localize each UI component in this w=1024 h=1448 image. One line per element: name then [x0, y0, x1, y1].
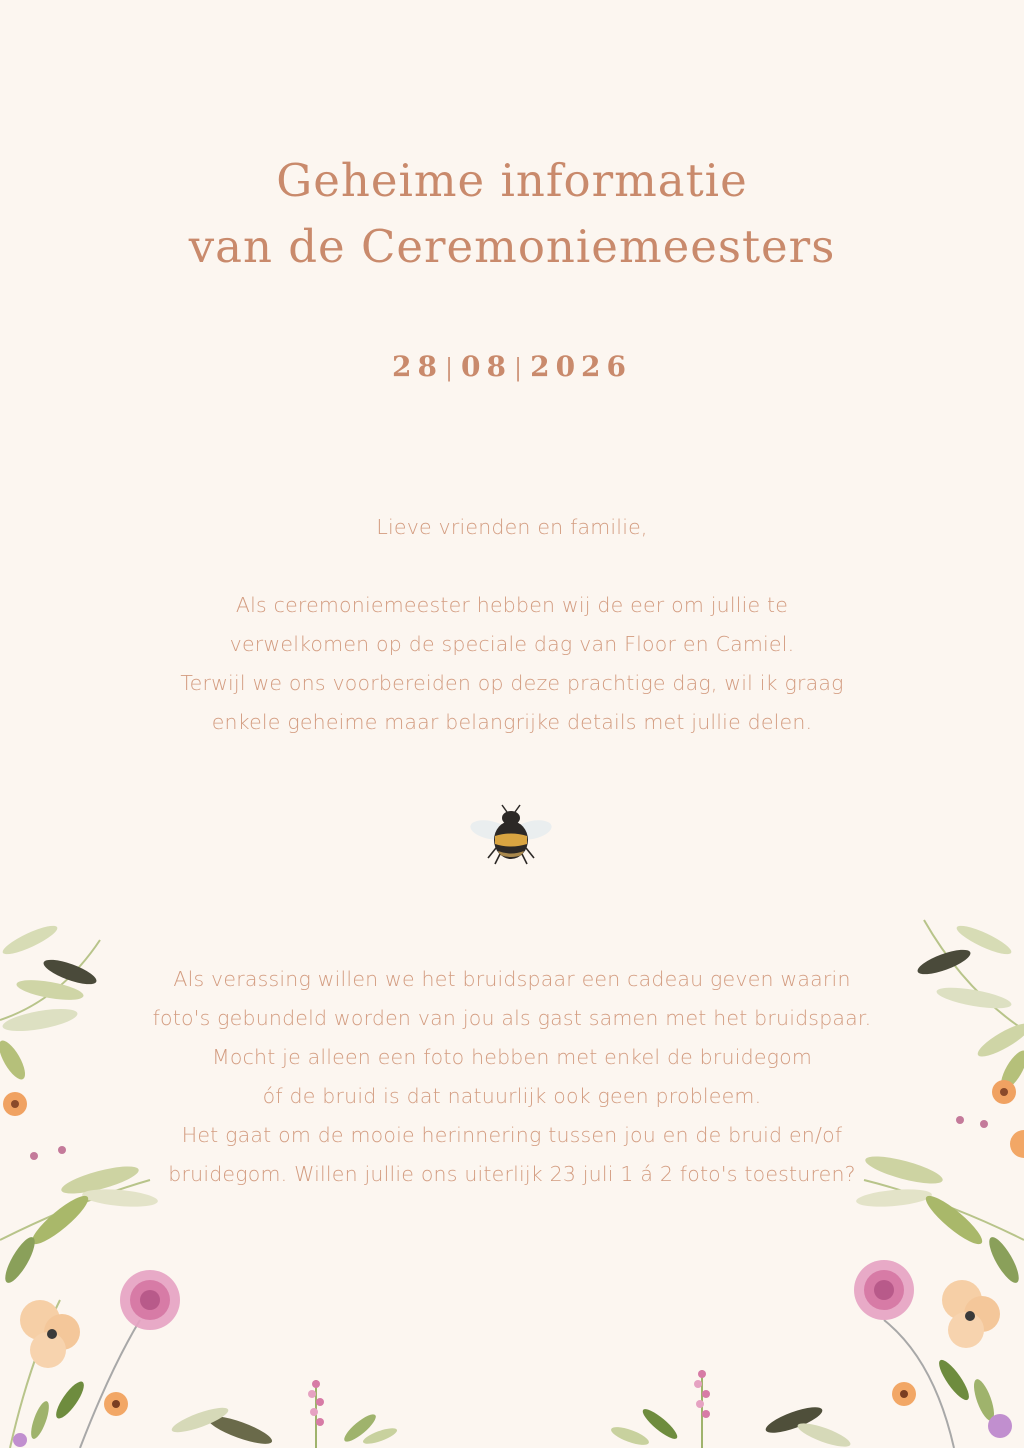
greeting-line: Lieve vrienden en familie, [376, 515, 648, 539]
date-separator: | [514, 354, 529, 382]
floral-bottom-illustration [280, 1340, 750, 1448]
date-month: 08 [461, 350, 512, 383]
date-day: 28 [391, 350, 443, 383]
surprise-line: Mocht je alleen een foto hebben met enkel de bruidegom [211, 1045, 813, 1069]
date-separator: | [444, 354, 460, 382]
surprise-line: Het gaat om de mooie herinnering tussen jou en de bruid en/of [181, 1123, 843, 1147]
intro-line: Terwijl we ons voorbereiden op deze prachtige dag, wil ik graag [180, 671, 844, 695]
date-year: 2026 [530, 350, 633, 383]
bee-icon [468, 804, 554, 868]
intro-paragraph [0, 586, 1024, 742]
intro-line: Als ceremoniemeester hebben wij de eer om jullie te [235, 593, 789, 617]
intro-line: verwelkomen op de speciale dag van Floor en Camiel. [229, 632, 795, 656]
surprise-line: óf de bruid is dat natuurlijk ook geen probleem. [262, 1084, 762, 1108]
surprise-line: foto's gebundeld worden van jou als gast samen met het bruidspaar. [152, 1006, 872, 1030]
surprise-line: bruidegom. Willen jullie ons uiterlijk 23 juli 1 á 2 foto's toesturen? [168, 1162, 856, 1186]
greeting-text [0, 508, 1024, 547]
page-title-line-1: Geheime informatie [276, 154, 748, 207]
event-date [0, 350, 1024, 383]
surprise-line: Als verassing willen we het bruidspaar een cadeau geven waarin [173, 967, 851, 991]
page-title-line-2: van de Ceremoniemeesters [188, 220, 836, 273]
intro-line: enkele geheime maar belangrijke details met jullie delen. [211, 710, 813, 734]
